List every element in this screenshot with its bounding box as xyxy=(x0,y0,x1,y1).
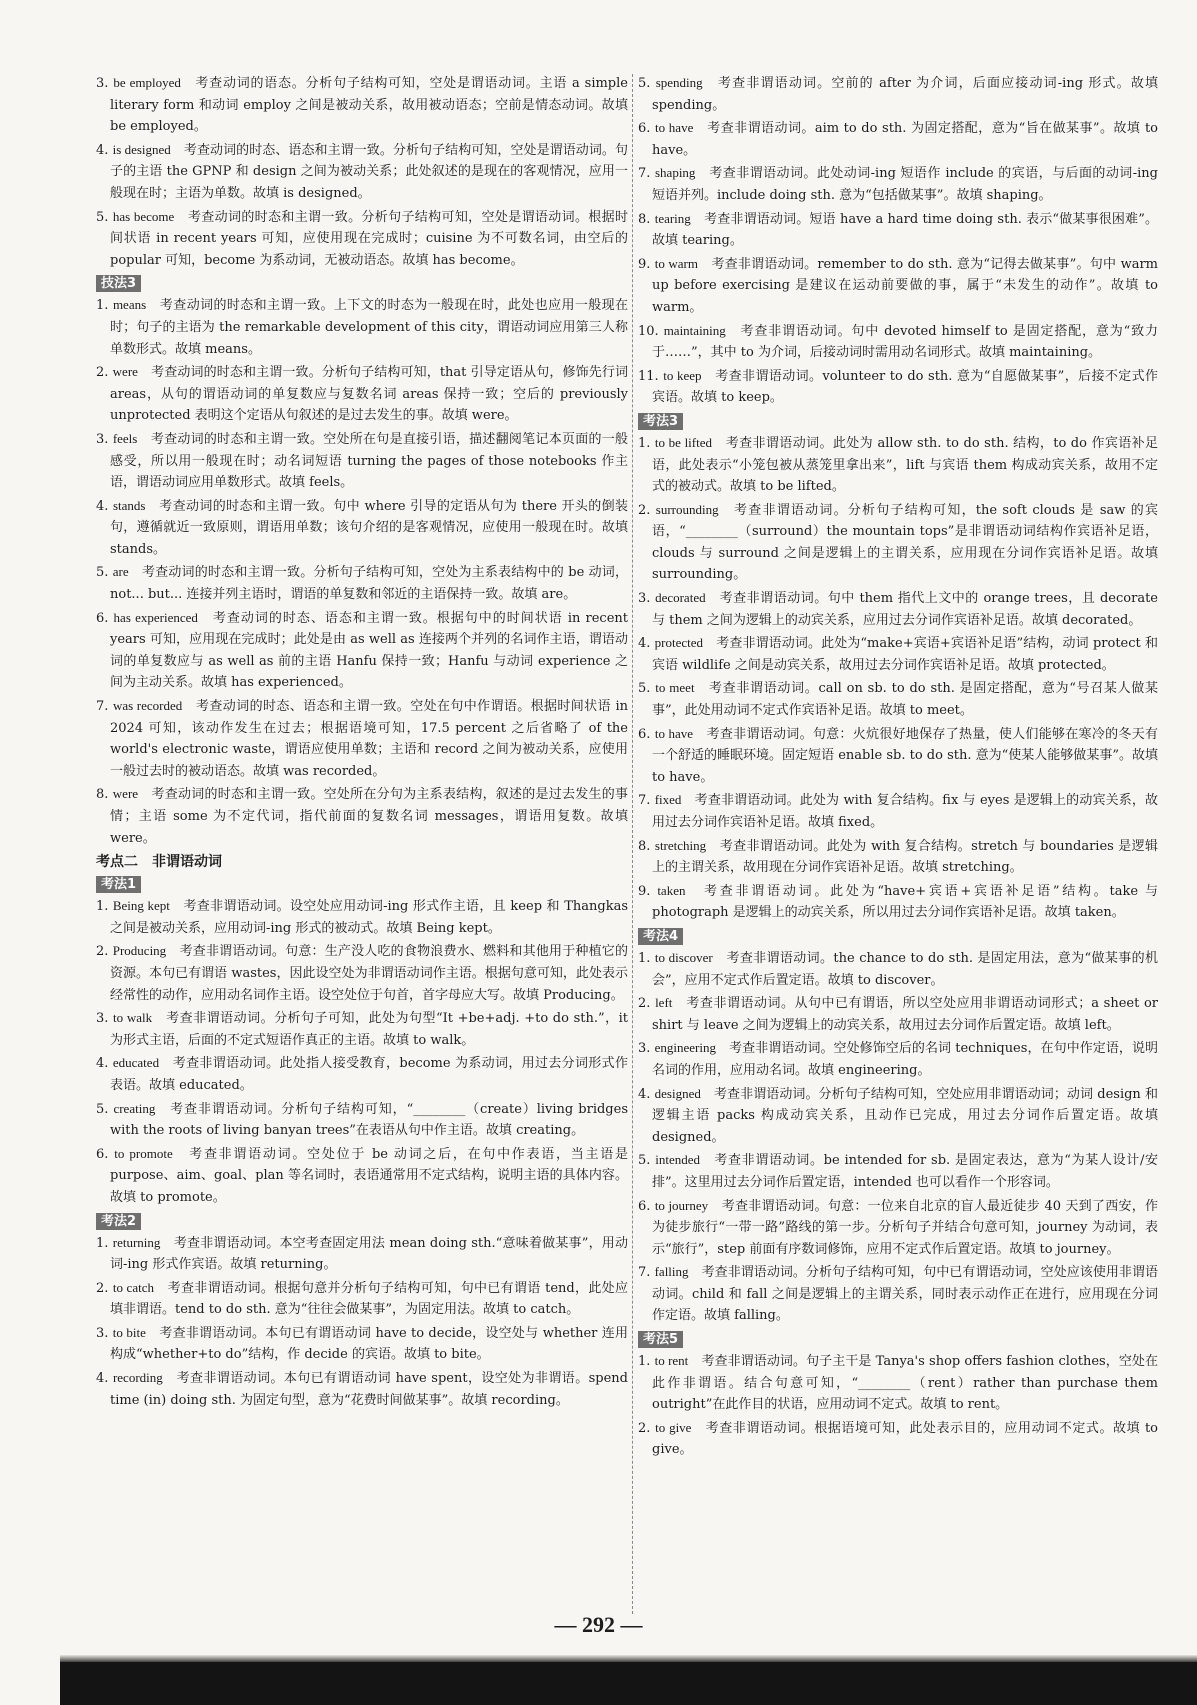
item-explanation: 考查动词的时态和主谓一致。空处所在句是直接引语，描述翻阅笔记本页面的一般感受，所以用一般现在时；动名词短语 turning the pages of those notebooks 作主语，谓语动词应用单数形式。故填 feels。 xyxy=(110,431,628,491)
method-tag: 技法3 xyxy=(96,275,141,292)
item-number: 9. xyxy=(638,883,651,899)
item-answer: intended xyxy=(655,1152,700,1168)
item-number: 3. xyxy=(96,76,109,91)
item-answer: Being kept xyxy=(112,898,170,914)
item-explanation: 考查非谓语动词。分析句子可知，此处为句型“It +be+adj. +to do sth.”，it 为形式主语，后面的不定式短语作真正的主语。故填 to walk。 xyxy=(110,1011,628,1048)
item-explanation: 考查动词的时态和主谓一致。上下文的时态为一般现在时，此处也应用一般现在时；句子的主语为 the remarkable development of this city，谓语动词应用第三人称单数形式。故填 means。 xyxy=(110,298,628,357)
answer-item xyxy=(638,835,1158,879)
item-answer: left xyxy=(655,995,673,1011)
item-number: 3. xyxy=(96,1325,109,1341)
method-tag: 考法2 xyxy=(96,1213,141,1230)
answer-item xyxy=(638,587,1158,631)
item-number: 2. xyxy=(96,365,109,381)
item-explanation: 考查非谓语动词。句意：一位来自北京的盲人最近徒步 40 天到了西安，作为徒步旅行“一带一路”路线的第一步。分析句子并结合句意可知，journey 为动词，表示“旅行”，step 前面有序数词修饰，应用不定式作后置定语。故填 to journey。 xyxy=(652,1198,1158,1257)
item-answer: falling xyxy=(654,1264,689,1280)
item-explanation: 考查动词的时态和主谓一致。分析句子结构可知，空处是谓语动词。根据时间状语 in recent years 可知，应使用现在完成时；cuisine 为不可数名词，由空后的 popular 可知，become 为系动词，无被动语态。故填 has become。 xyxy=(110,209,628,268)
answer-item xyxy=(638,880,1158,924)
left-column xyxy=(96,72,628,1412)
item-number: 1. xyxy=(96,899,109,915)
item-number: 1. xyxy=(638,950,651,966)
method-tag: 考法1 xyxy=(96,876,141,893)
answer-item xyxy=(96,940,628,1006)
item-explanation: 考查非谓语动词。空处修饰空后的名词 techniques，在句中作定语，说明名词的作用，应用动名词。故填 engineering。 xyxy=(652,1041,1158,1078)
item-answer: to give xyxy=(655,1419,692,1435)
item-number: 4. xyxy=(638,1086,651,1102)
item-number: 4. xyxy=(638,636,651,652)
item-answer: fixed xyxy=(654,792,682,808)
item-explanation: 考查非谓语动词。根据语境可知，此处表示目的，应用动词不定式。故填 to give。 xyxy=(652,1420,1158,1458)
answer-item xyxy=(96,495,628,561)
answer-item xyxy=(96,206,628,272)
item-answer: surrounding xyxy=(655,501,719,517)
item-answer: to have xyxy=(655,120,694,136)
item-explanation: 考查非谓语动词。从句中已有谓语，所以空处应用非谓语动词形式；a sheet or shirt 与 leave 之间为逻辑上的动宾关系，故用过去分词作后置定语。故填 left。 xyxy=(652,996,1158,1033)
item-explanation: 考查非谓语动词。aim to do sth. 为固定搭配，意为“旨在做某事”。故填 to have。 xyxy=(652,121,1158,158)
item-answer: to have xyxy=(654,725,694,741)
method-tag: 考法5 xyxy=(638,1331,683,1348)
item-answer: to bite xyxy=(112,1324,146,1340)
item-explanation: 考查非谓语动词。此处指人接受教育，become 为系动词，用过去分词形式作表语。故填 educated。 xyxy=(110,1056,628,1093)
item-number: 7. xyxy=(638,793,651,809)
item-number: 1. xyxy=(96,1235,109,1251)
answer-item xyxy=(638,1149,1158,1193)
method-tag-row xyxy=(638,1328,1158,1350)
item-explanation: 考查非谓语动词。句中 devoted himself to 是固定搭配，意为“致力于……”，其中 to 为介词，后接动词时需用动名词形式。故填 maintaining。 xyxy=(652,323,1158,361)
method-tag: 考法4 xyxy=(638,928,683,945)
answer-item xyxy=(638,208,1158,252)
item-answer: were xyxy=(112,786,139,802)
item-answer: stands xyxy=(112,497,146,513)
method-tag-row xyxy=(638,410,1158,432)
answer-item xyxy=(96,1277,628,1321)
item-answer: are xyxy=(112,564,129,580)
item-number: 6. xyxy=(638,1198,651,1214)
answer-item xyxy=(96,1007,628,1051)
item-answer: recording xyxy=(112,1370,163,1386)
item-answer: to keep xyxy=(663,367,702,383)
item-number: 1. xyxy=(638,435,651,451)
answer-item xyxy=(638,632,1158,676)
answer-item xyxy=(638,253,1158,319)
item-explanation: 考查非谓语动词。此处为 with 复合结构。stretch 与 boundaries 是逻辑上的主谓关系，故用现在分词作宾语补足语。故填 stretching。 xyxy=(652,838,1158,876)
item-answer: returning xyxy=(112,1234,161,1250)
item-answer: decorated xyxy=(655,590,706,606)
method-tag-row xyxy=(96,272,628,294)
answer-item xyxy=(96,361,628,427)
item-answer: has experienced xyxy=(113,609,198,625)
item-explanation: 考查非谓语动词。volunteer to do sth. 意为“自愿做某事”，后接不定式作宾语。故填 to keep。 xyxy=(652,368,1158,406)
item-number: 6. xyxy=(96,1146,109,1162)
item-explanation: 考查非谓语动词。此处为 allow sth. to do sth. 结构，to do 作宾语补足语，此处表示“小笼包被从蒸笼里拿出来”，lift 与宾语 them 构成动宾关系，故用不定式的被动式。故填 to be lifted。 xyxy=(652,435,1158,495)
item-explanation: 考查非谓语动词。本空考查固定用法 mean doing sth.“意味着做某事”，用动词-ing 形式作宾语。故填 returning。 xyxy=(110,1235,628,1273)
answer-item xyxy=(638,1195,1158,1261)
answer-item xyxy=(638,320,1158,364)
item-number: 5. xyxy=(96,209,109,225)
item-answer: to rent xyxy=(654,1353,689,1369)
item-number: 7. xyxy=(638,166,651,182)
item-explanation: 考查动词的时态、语态和主谓一致。分析句子结构可知，空处是谓语动词。句子的主语 the GPNP 和 design 之间为被动关系；此处叙述的是现在的客观情况，应用一般现在时；主语为单数。故填 is designed。 xyxy=(110,142,628,201)
item-answer: was recorded xyxy=(112,698,183,714)
item-number: 2. xyxy=(638,502,651,518)
answer-item xyxy=(638,1261,1158,1327)
answer-item xyxy=(638,992,1158,1036)
answer-item xyxy=(638,117,1158,161)
answer-item xyxy=(638,365,1158,409)
item-answer: be employed xyxy=(113,75,181,90)
item-explanation: 考查非谓语动词。call on sb. to do sth. 是固定搭配，意为“号召某人做某事”，此处用动词不定式作宾语补足语。故填 to meet。 xyxy=(652,681,1158,719)
item-explanation: 考查动词的时态、语态和主谓一致。空处在句中作谓语。根据时间状语 in 2024 可知，该动作发生在过去；根据语境可知，17.5 percent 之后省略了 of the world's electronic waste，谓语应使用单数；主语和 record 之间为被动关系，应使用一般过去时的被动语态。故填 was recorded。 xyxy=(110,699,628,779)
item-answer: protected xyxy=(654,635,704,651)
item-explanation: 考查非谓语动词。本句已有谓语动词 have spent，设空处为非谓语。spend time (in) doing sth. 为固定句型，意为“花费时间做某事”。故填 recording。 xyxy=(110,1371,628,1408)
answer-item xyxy=(638,1350,1158,1416)
item-number: 2. xyxy=(638,1420,651,1436)
item-number: 5. xyxy=(638,1153,651,1169)
item-answer: to journey xyxy=(654,1197,709,1213)
item-explanation: 考查动词的语态。分析句子结构可知，空处是谓语动词。主语 a simple literary form 和动词 employ 之间是被动关系，故用被动语态；空前是情态动词。故填 be employed。 xyxy=(110,76,628,135)
answer-item xyxy=(96,139,628,205)
item-answer: to discover xyxy=(654,949,713,965)
item-explanation: 考查非谓语动词。此处为“make+宾语+宾语补足语”结构，动词 protect 和宾语 wildlife 之间是动宾关系，故用过去分词作宾语补足语。故填 protected。 xyxy=(652,636,1158,673)
page-number: — 292 — xyxy=(554,1612,643,1637)
item-answer: were xyxy=(112,364,138,380)
item-number: 11. xyxy=(638,368,659,384)
item-number: 6. xyxy=(638,121,651,137)
right-column xyxy=(638,72,1158,1462)
item-number: 8. xyxy=(638,211,651,227)
item-explanation: 考查非谓语动词。be intended for sb. 是固定表达，意为“为某人设计/安排”。这里用过去分词作后置定语，intended 也可以看作一个形容词。 xyxy=(652,1153,1158,1190)
item-number: 3. xyxy=(638,591,651,607)
method-tag-row xyxy=(96,1210,628,1232)
item-answer: creating xyxy=(113,1100,156,1116)
item-answer: to walk xyxy=(113,1010,153,1026)
item-answer: to warm xyxy=(654,255,698,271)
answer-item xyxy=(96,561,628,605)
answer-item xyxy=(96,1322,628,1366)
item-answer: feels xyxy=(112,430,138,446)
item-number: 4. xyxy=(96,1056,109,1072)
item-explanation: 考查非谓语动词。分析句子结构可知，空处应用非谓语动词；动词 design 和逻辑主语 packs 构成动宾关系，且动作已完成，用过去分词作后置定语。故填 designed。 xyxy=(652,1086,1158,1145)
item-number: 7. xyxy=(638,1265,651,1281)
item-number: 4. xyxy=(96,1371,109,1387)
answer-item xyxy=(638,162,1158,206)
item-explanation: 考查非谓语动词。空处位于 be 动词之后，在句中作表语，当主语是 purpose、aim、goal、plan 等名词时，表语通常用不定式结构，说明主语的具体内容。故填 to promote。 xyxy=(110,1146,628,1205)
item-answer: to promote xyxy=(114,1145,173,1161)
item-answer: designed xyxy=(654,1085,701,1101)
item-number: 5. xyxy=(96,565,109,581)
item-explanation: 考查非谓语动词。句意：生产没人吃的食物浪费水、燃料和其他用于种植它的资源。本句已有谓语 wastes，因此设空处为非谓语动词作主语。根据句意可知，此处表示经常性的动作，应用动名词作主语。设空处位于句首，首字母应大写。故填 Producing。 xyxy=(110,944,628,1003)
answer-item xyxy=(96,72,628,138)
answer-item xyxy=(96,1052,628,1096)
item-answer: Producing xyxy=(112,943,167,959)
item-explanation: 考查非谓语动词。the chance to do sth. 是固定用法，意为“做某事的机会”，应用不定式作后置定语。故填 to discover。 xyxy=(652,950,1158,988)
scan-shadow-bar xyxy=(60,1662,1197,1705)
method-tag: 考法3 xyxy=(638,413,683,430)
item-number: 7. xyxy=(96,699,109,715)
item-answer: educated xyxy=(112,1055,160,1071)
answer-item xyxy=(638,677,1158,721)
column-divider xyxy=(632,74,633,1614)
answer-item xyxy=(638,499,1158,586)
method-tag-row xyxy=(96,873,628,895)
answer-item xyxy=(96,895,628,939)
item-answer: stretching xyxy=(654,837,707,853)
item-answer: taken xyxy=(657,882,686,898)
answer-item xyxy=(96,428,628,494)
item-number: 1. xyxy=(638,1354,651,1370)
answer-item xyxy=(96,1098,628,1142)
answer-item xyxy=(638,1417,1158,1461)
item-answer: has become xyxy=(112,208,175,224)
item-answer: shaping xyxy=(654,165,696,181)
answer-item xyxy=(96,783,628,849)
item-number: 4. xyxy=(96,142,109,158)
item-number: 4. xyxy=(96,498,109,514)
answer-item xyxy=(638,789,1158,833)
item-answer: tearing xyxy=(654,210,691,226)
answer-item xyxy=(638,723,1158,789)
item-number: 2. xyxy=(96,1280,109,1296)
answer-item xyxy=(638,432,1158,498)
item-explanation: 考查动词的时态和主谓一致。分析句子结构可知，空处为主系表结构中的 be 动词，not... but... 连接并列主语时，谓语的单复数和邻近的主语保持一致。故填 are。 xyxy=(110,565,628,603)
answer-item xyxy=(638,947,1158,991)
item-number: 5. xyxy=(638,681,651,697)
answer-item xyxy=(96,695,628,782)
section-heading: 考点二 非谓语动词 xyxy=(96,854,222,871)
item-explanation: 考查动词的时态和主谓一致。分析句子结构可知，that 引导定语从句，修饰先行词 areas，从句的谓语动词的单复数应与复数名词 areas 保持一致；空后的 previously unprotected 表明这个定语从句叙述的是过去发生的事。故填 were。 xyxy=(110,365,628,424)
answer-item xyxy=(96,294,628,360)
item-explanation: 考查非谓语动词。此处为 with 复合结构。fix 与 eyes 是逻辑上的动宾关系，故用过去分词作宾语补足语。故填 fixed。 xyxy=(652,793,1158,830)
item-number: 3. xyxy=(638,1041,651,1057)
answer-item xyxy=(96,1367,628,1411)
item-explanation: 考查非谓语动词。句中 them 指代上文中的 orange trees，且 decorate 与 them 之间为逻辑上的动宾关系，应用过去分词作宾语补足语。故填 decorated。 xyxy=(652,591,1158,628)
item-answer: means xyxy=(112,297,147,313)
answer-item xyxy=(638,72,1158,116)
item-explanation: 考查非谓语动词。短语 have a hard time doing sth. 表示“做某事很困难”。故填 tearing。 xyxy=(652,211,1158,249)
item-answer: engineering xyxy=(654,1040,716,1056)
item-number: 8. xyxy=(638,838,651,854)
item-explanation: 考查非谓语动词。分析句子结构可知，“________（create）living bridges with the roots of living banyan trees”在表语从句中作主语。故填 creating。 xyxy=(110,1101,628,1139)
answer-item xyxy=(96,1143,628,1209)
item-answer: to meet xyxy=(655,680,695,696)
item-explanation: 考查非谓语动词。本句已有谓语动词 have to decide，设空处与 whether 连用构成“whether+to do”结构，作 decide 的宾语。故填 to bite。 xyxy=(110,1325,628,1363)
item-answer: to catch xyxy=(112,1279,154,1295)
item-number: 10. xyxy=(638,323,659,339)
item-number: 3. xyxy=(96,1011,109,1027)
item-explanation: 考查非谓语动词。分析句子结构可知，句中已有谓语动词，空处应该使用非谓语动词。child 和 fall 之间是逻辑上的主谓关系，同时表示动作正在进行，应用现在分词作定语。故填 falling。 xyxy=(652,1265,1158,1324)
item-number: 6. xyxy=(96,610,109,626)
item-number: 9. xyxy=(638,256,651,272)
item-answer: maintaining xyxy=(663,322,726,338)
answer-item xyxy=(638,1083,1158,1149)
method-tag-row xyxy=(638,925,1158,947)
item-answer: to be lifted xyxy=(654,434,713,450)
item-number: 6. xyxy=(638,726,651,742)
item-explanation: 考查非谓语动词。此处动词-ing 短语作 include 的宾语，与后面的动词-ing 短语并列。include doing sth. 意为“包括做某事”。故填 shaping。 xyxy=(652,166,1158,203)
answer-item xyxy=(96,607,628,694)
item-number: 2. xyxy=(96,944,109,960)
item-explanation: 考查非谓语动词。句意：火炕很好地保存了热量，使人们能够在寒冷的冬天有一个舒适的睡眠环境。固定短语 enable sb. to do sth. 意为“使某人能够做某事”。故填 to have。 xyxy=(652,726,1158,785)
item-number: 5. xyxy=(638,76,651,91)
item-number: 5. xyxy=(96,1101,109,1117)
answer-item xyxy=(96,1232,628,1276)
item-explanation: 考查非谓语动词。句子主干是 Tanya's shop offers fashion clothes，空处在此作非谓语。结合句意可知，“________（rent）rather than purchase them outright”在此作目的状语，应用动词不定式。故填 to rent。 xyxy=(652,1354,1158,1413)
item-number: 2. xyxy=(638,996,651,1012)
item-explanation: 考查动词的时态和主谓一致。句中 where 引导的定语从句为 there 开头的倒装句，遵循就近一致原则，谓语用单数；该句介绍的是客观情况，应使用一般现在时。故填 stands。 xyxy=(110,498,628,557)
item-explanation: 考查非谓语动词。设空处应用动词-ing 形式作主语，且 keep 和 Thangkas 之间是被动关系，应用动词-ing 形式的被动式。故填 Being kept。 xyxy=(110,899,628,936)
item-explanation: 考查非谓语动词。根据句意并分析句子结构可知，句中已有谓语 tend，此处应填非谓语。tend to do sth. 意为“往往会做某事”，为固定用法。故填 to catch。 xyxy=(110,1280,628,1318)
item-explanation: 考查动词的时态、语态和主谓一致。根据句中的时间状语 in recent years 可知，应用现在完成时；此处是由 as well as 连接两个并列的名词作主语，谓语动词的单复数应与 as well as 前的主语 Hanfu 保持一致；Hanfu 与动词 experience 之间为主动关系。故填 has experienced。 xyxy=(110,610,628,691)
item-number: 1. xyxy=(96,298,109,314)
item-explanation: 考查非谓语动词。分析句子结构可知，the soft clouds 是 saw 的宾语，“________（surround）the mountain tops”是非谓语动词结构作宾语补足语，clouds 与 surround 之间是逻辑上的主谓关系，应用现在分词作宾语补足语。故填 surrounding。 xyxy=(652,502,1158,583)
item-explanation: 考查动词的时态和主谓一致。空处所在分句为主系表结构，叙述的是过去发生的事情；主语 some 为不定代词，指代前面的复数名词 messages，谓语用复数。故填 were。 xyxy=(110,787,628,846)
item-explanation: 考查非谓语动词。此处为“have+宾语+宾语补足语”结构。take 与 photograph 是逻辑上的动宾关系，所以用过去分词作宾语补足语。故填 taken。 xyxy=(652,883,1158,921)
item-number: 8. xyxy=(96,787,109,803)
answer-item xyxy=(638,1037,1158,1081)
item-number: 3. xyxy=(96,431,109,447)
item-answer: spending xyxy=(655,75,703,90)
item-explanation: 考查非谓语动词。remember to do sth. 意为“记得去做某事”。句中 warm up before exercising 是建议在运动前要做的事，属于“未发生的动作”。故填 to warm。 xyxy=(652,256,1158,315)
item-explanation: 考查非谓语动词。空前的 after 为介词，后面应接动词-ing 形式。故填 spending。 xyxy=(652,76,1158,113)
item-answer: is designed xyxy=(112,141,171,157)
